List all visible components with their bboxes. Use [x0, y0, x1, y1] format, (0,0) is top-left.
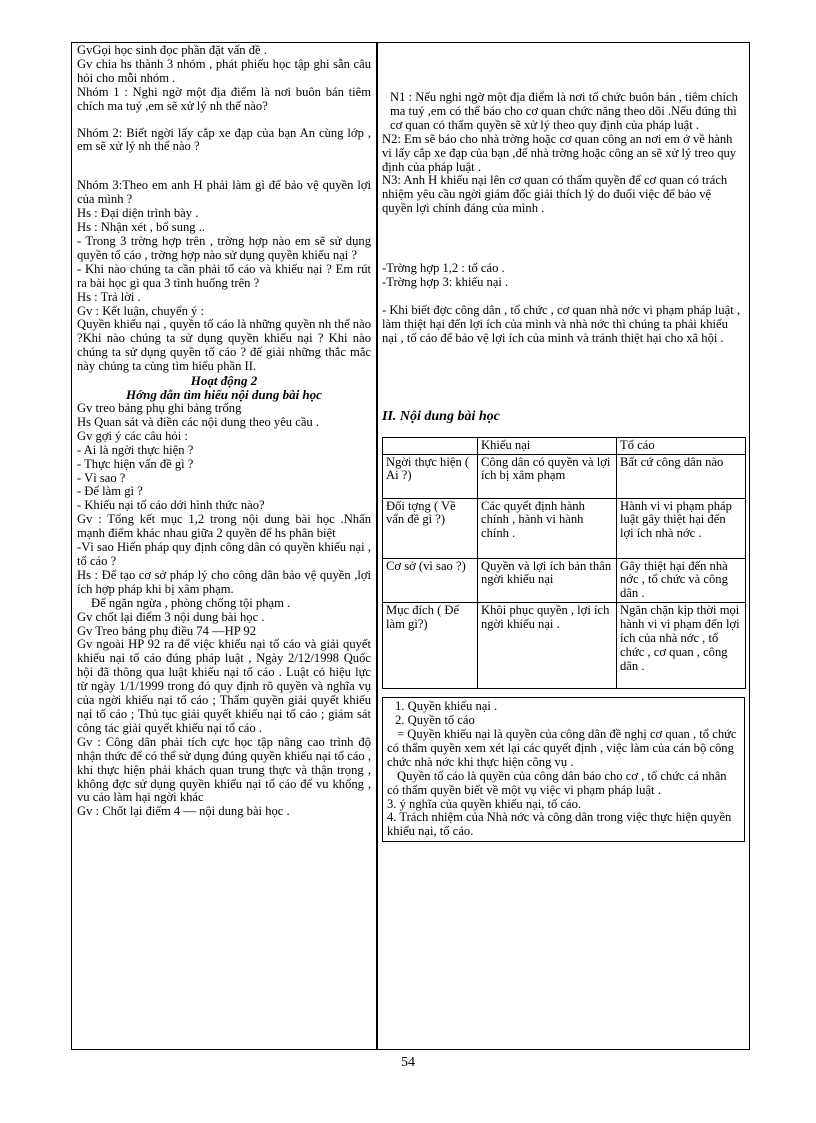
- text-block: Hs Quan sát và điền các nội dung theo yêu cầu .: [77, 414, 320, 429]
- activity-subheading: Hớng dẫn tìm hiểu nội dung bài học: [126, 387, 322, 403]
- section-title: II. Nội dung bài học: [382, 408, 500, 424]
- table-cell: Bất cứ công dân nào: [617, 454, 746, 498]
- table-row: [383, 603, 746, 689]
- table-cell: Khôi phục quyền , lợi ích ngời khiếu nại .: [478, 603, 617, 689]
- text-block: Gv chốt lại điểm 3 nội dung bài học .: [77, 609, 265, 624]
- comparison-table: [382, 437, 746, 690]
- table-header-denunciation: Tố cáo: [617, 437, 746, 454]
- case-3: -Trờng hợp 3: khiếu nại .: [382, 275, 509, 290]
- list-item: 4. Trách nhiệm của Nhà nớc và công dân trong việc thực hiện quyền khiếu nại, tố cáo.: [387, 810, 732, 839]
- table-row: [383, 454, 746, 498]
- table-cell: Cơ sở (vì sao ?): [383, 558, 478, 603]
- list-item: - Để làm gì ?: [77, 484, 143, 499]
- text-block: - Khi nào chúng ta cần phải tố cáo và khiếu nại ? Em rút ra bài học gì qua 3 tình huống trên ?: [77, 261, 371, 290]
- list-item: - Thực hiện vấn đề gì ?: [77, 456, 194, 471]
- text-block: Hs : Để tạo cơ sở pháp lý cho công dân bảo vệ quyền ,lợi ích hợp pháp khi bị xâm phạm.: [77, 567, 371, 596]
- text-block: -Vì sao Hiến pháp quy định công dân có quyền khiếu nại , tố cáo ?: [77, 540, 371, 568]
- table-header-row: [383, 437, 746, 454]
- table-header-complaint: Khiếu nại: [478, 437, 617, 454]
- table-row: [383, 498, 746, 558]
- column-divider: [376, 43, 378, 1049]
- text-block: - Trong 3 trờng hợp trên , trờng hợp nào em sẽ sử dụng quyền tố cáo , trờng hợp nào sử dụng quyền khiếu nại ?: [77, 233, 371, 262]
- text-block: Hs : Nhận xét , bổ sung ..: [77, 220, 206, 235]
- text-block: Quyền khiếu nại , quyền tố cáo là những quyền nh thế nào ?Khi nào chúng ta sử dụng quyền khiếu nại ? Khi nào chúng ta sử dụng quyền tố cáo ? để giải những thắc mắc này chúng ta cùng tìm hiểu phần II.: [77, 317, 371, 374]
- list-item: - Vì sao ?: [77, 470, 126, 485]
- text-block: Gv gợi ý các câu hỏi :: [77, 428, 188, 443]
- text-block: Quyền tố cáo là quyền của công dân báo cho cơ , tổ chức cá nhân có thẩm quyền biết về một vụ việc vi phạm pháp luật .: [387, 768, 727, 797]
- table-row: [383, 558, 746, 603]
- table-cell: Đối tợng ( Về vấn đề gì ?): [383, 498, 478, 558]
- list-item: - Khiếu nại tố cáo dới hình thức nào?: [77, 498, 265, 513]
- table-cell: [383, 437, 478, 454]
- text-block: GvGọi học sinh đọc phần đặt vấn đề .: [77, 43, 267, 57]
- list-item: 3. ý nghĩa của quyền khiếu nại, tố cáo.: [387, 796, 582, 811]
- list-item: - Ai là ngời thực hiện ?: [77, 442, 194, 457]
- right-column: [382, 44, 744, 842]
- text-block: Hs : Đại diện trình bày .: [77, 206, 199, 221]
- list-item: 1. Quyền khiếu nại .: [395, 699, 498, 714]
- case-1-2: -Trờng hợp 1,2 : tố cáo .: [382, 261, 505, 276]
- text-block: Gv : Chốt lại điểm 4 — nội dung bài học .: [77, 804, 290, 819]
- table-cell: Hành vi vi phạm pháp luật gây thiệt hại đến lợi ích nhà nớc .: [617, 498, 746, 558]
- table-cell: Mục đích ( Để làm gì?): [383, 603, 478, 689]
- list-item: 2. Quyền tố cáo: [395, 713, 475, 728]
- group-2-question: Nhóm 2: Biết ngời lấy cắp xe đạp của bạn An cùng lớp , em sẽ xử lý nh thế nào ?: [77, 125, 371, 154]
- group-3-question: Nhóm 3:Theo em anh H phải làm gì để bảo vệ quyền lợi của mình ?: [77, 178, 371, 207]
- conclusion: - Khi biết đợc công dân , tổ chức , cơ quan nhà nớc vi phạm pháp luật , làm thiệt hại đến lợi ích của mình và nhà nớc thì chúng ta phải khiếu nại , tố cáo để bảo vệ lợi ích của mình và tránh thiệt hại cho xã hội .: [382, 302, 740, 345]
- left-column: [77, 44, 371, 819]
- table-cell: Gây thiệt hại đến nhà nớc , tổ chức và công dân .: [617, 558, 746, 603]
- table-cell: Các quyết định hành chính , hành vi hành chính .: [478, 498, 617, 558]
- table-cell: Ngăn chặn kịp thời mọi hành vi vi phạm đến lợi ích của nhà nớc , tổ chức , cơ quan , công dân .: [617, 603, 746, 689]
- group-1-question: Nhóm 1 : Nghi ngờ một địa điểm là nơi buôn bán tiêm chích ma tuý ,em sẽ xử lý nh thế nào?: [77, 84, 371, 113]
- text-block: Gv : Công dân phải tích cực học tập nâng cao trình độ nhận thức để có thể sử dụng đúng quyền khiếu nại tố cáo , khi thực hiện phải khách quan trung thực và thận trọng , không đợc sử dụng quyền khiếu nại tố cáo để vu khống , vu cáo làm hại ngời khác: [77, 734, 371, 805]
- table-cell: Ngời thực hiện ( Ai ?): [383, 454, 478, 498]
- answer-n2: N2: Em sẽ báo cho nhà trờng hoặc cơ quan công an nơi em ở về hành vi lấy cắp xe đạp của bạn ,để nhà trờng hoặc công an sẽ xử lý treo quy định của pháp luật .: [382, 131, 737, 174]
- text-block: = Quyền khiếu nại là quyền của công dân đề nghị cơ quan , tổ chức có thẩm quyền xem xét lại các quyết định , việc làm của cán bộ công chức nhà nớc khi thực hiện công vụ .: [387, 727, 737, 769]
- text-block: Gv treo bảng phụ ghi bảng trống: [77, 401, 242, 416]
- answer-n1: N1 : Nếu nghi ngờ một địa điểm là nơi tổ chức buôn bán , tiêm chích ma tuý ,em có thể báo cho cơ quan chức năng theo dõi .Nếu đúng thì cơ quan có thẩm quyền sẽ xử lý theo quy định của pháp luật .: [390, 90, 738, 132]
- text-block: Gv chia hs thành 3 nhóm , phát phiếu học tập ghi sẵn câu hỏi cho mỗi nhóm .: [77, 56, 371, 85]
- text-block: Gv : Tổng kết mục 1,2 trong nội dung bài học .Nhấn mạnh điểm khác nhau giữa 2 quyền để hs phân biệt: [77, 512, 371, 541]
- text-block: Hs : Trả lời .: [77, 289, 141, 304]
- page-number: 54: [401, 1055, 415, 1070]
- text-block: Gv Treo bảng phụ điều 74 —HP 92: [77, 623, 256, 638]
- activity-heading: Hoạt động 2: [190, 373, 258, 389]
- table-cell: Quyền và lợi ích bản thân ngời khiếu nại: [478, 558, 617, 603]
- text-block: Gv ngoài HP 92 ra để việc khiếu nại tố cáo và giải quyết khiếu nại tố cáo đúng pháp luật , Ngày 2/12/1998 Quốc hội đã thông qua luật khiếu nại tố cáo . Luật có hiệu lực từ ngày 1/1/1999 trong đó quy định rõ quyền và nghĩa vụ của ngời khiếu nại tố cáo ; Thẩm quyền giải quyết khiếu nại tố cáo ; Thủ tục giải quyết khiếu nại tố cáo ; giám sát công tác giải quyết khiếu nại tố cáo .: [77, 637, 371, 735]
- lesson-frame: [71, 42, 750, 1050]
- answer-n3: N3: Anh H khiếu nại lên cơ quan có thẩm quyền để cơ quan có trách nhiệm yêu cầu ngời giám đốc giải thích lý do đuổi việc để bảo vệ quyền lợi chính đáng của mình .: [382, 173, 728, 216]
- table-cell: Công dân có quyền và lợi ích bị xâm phạm: [478, 454, 617, 498]
- text-block: Gv : Kết luận, chuyển ý :: [77, 303, 204, 318]
- summary-box: [382, 697, 745, 842]
- text-block: Để ngăn ngừa , phòng chống tội phạm .: [91, 595, 291, 610]
